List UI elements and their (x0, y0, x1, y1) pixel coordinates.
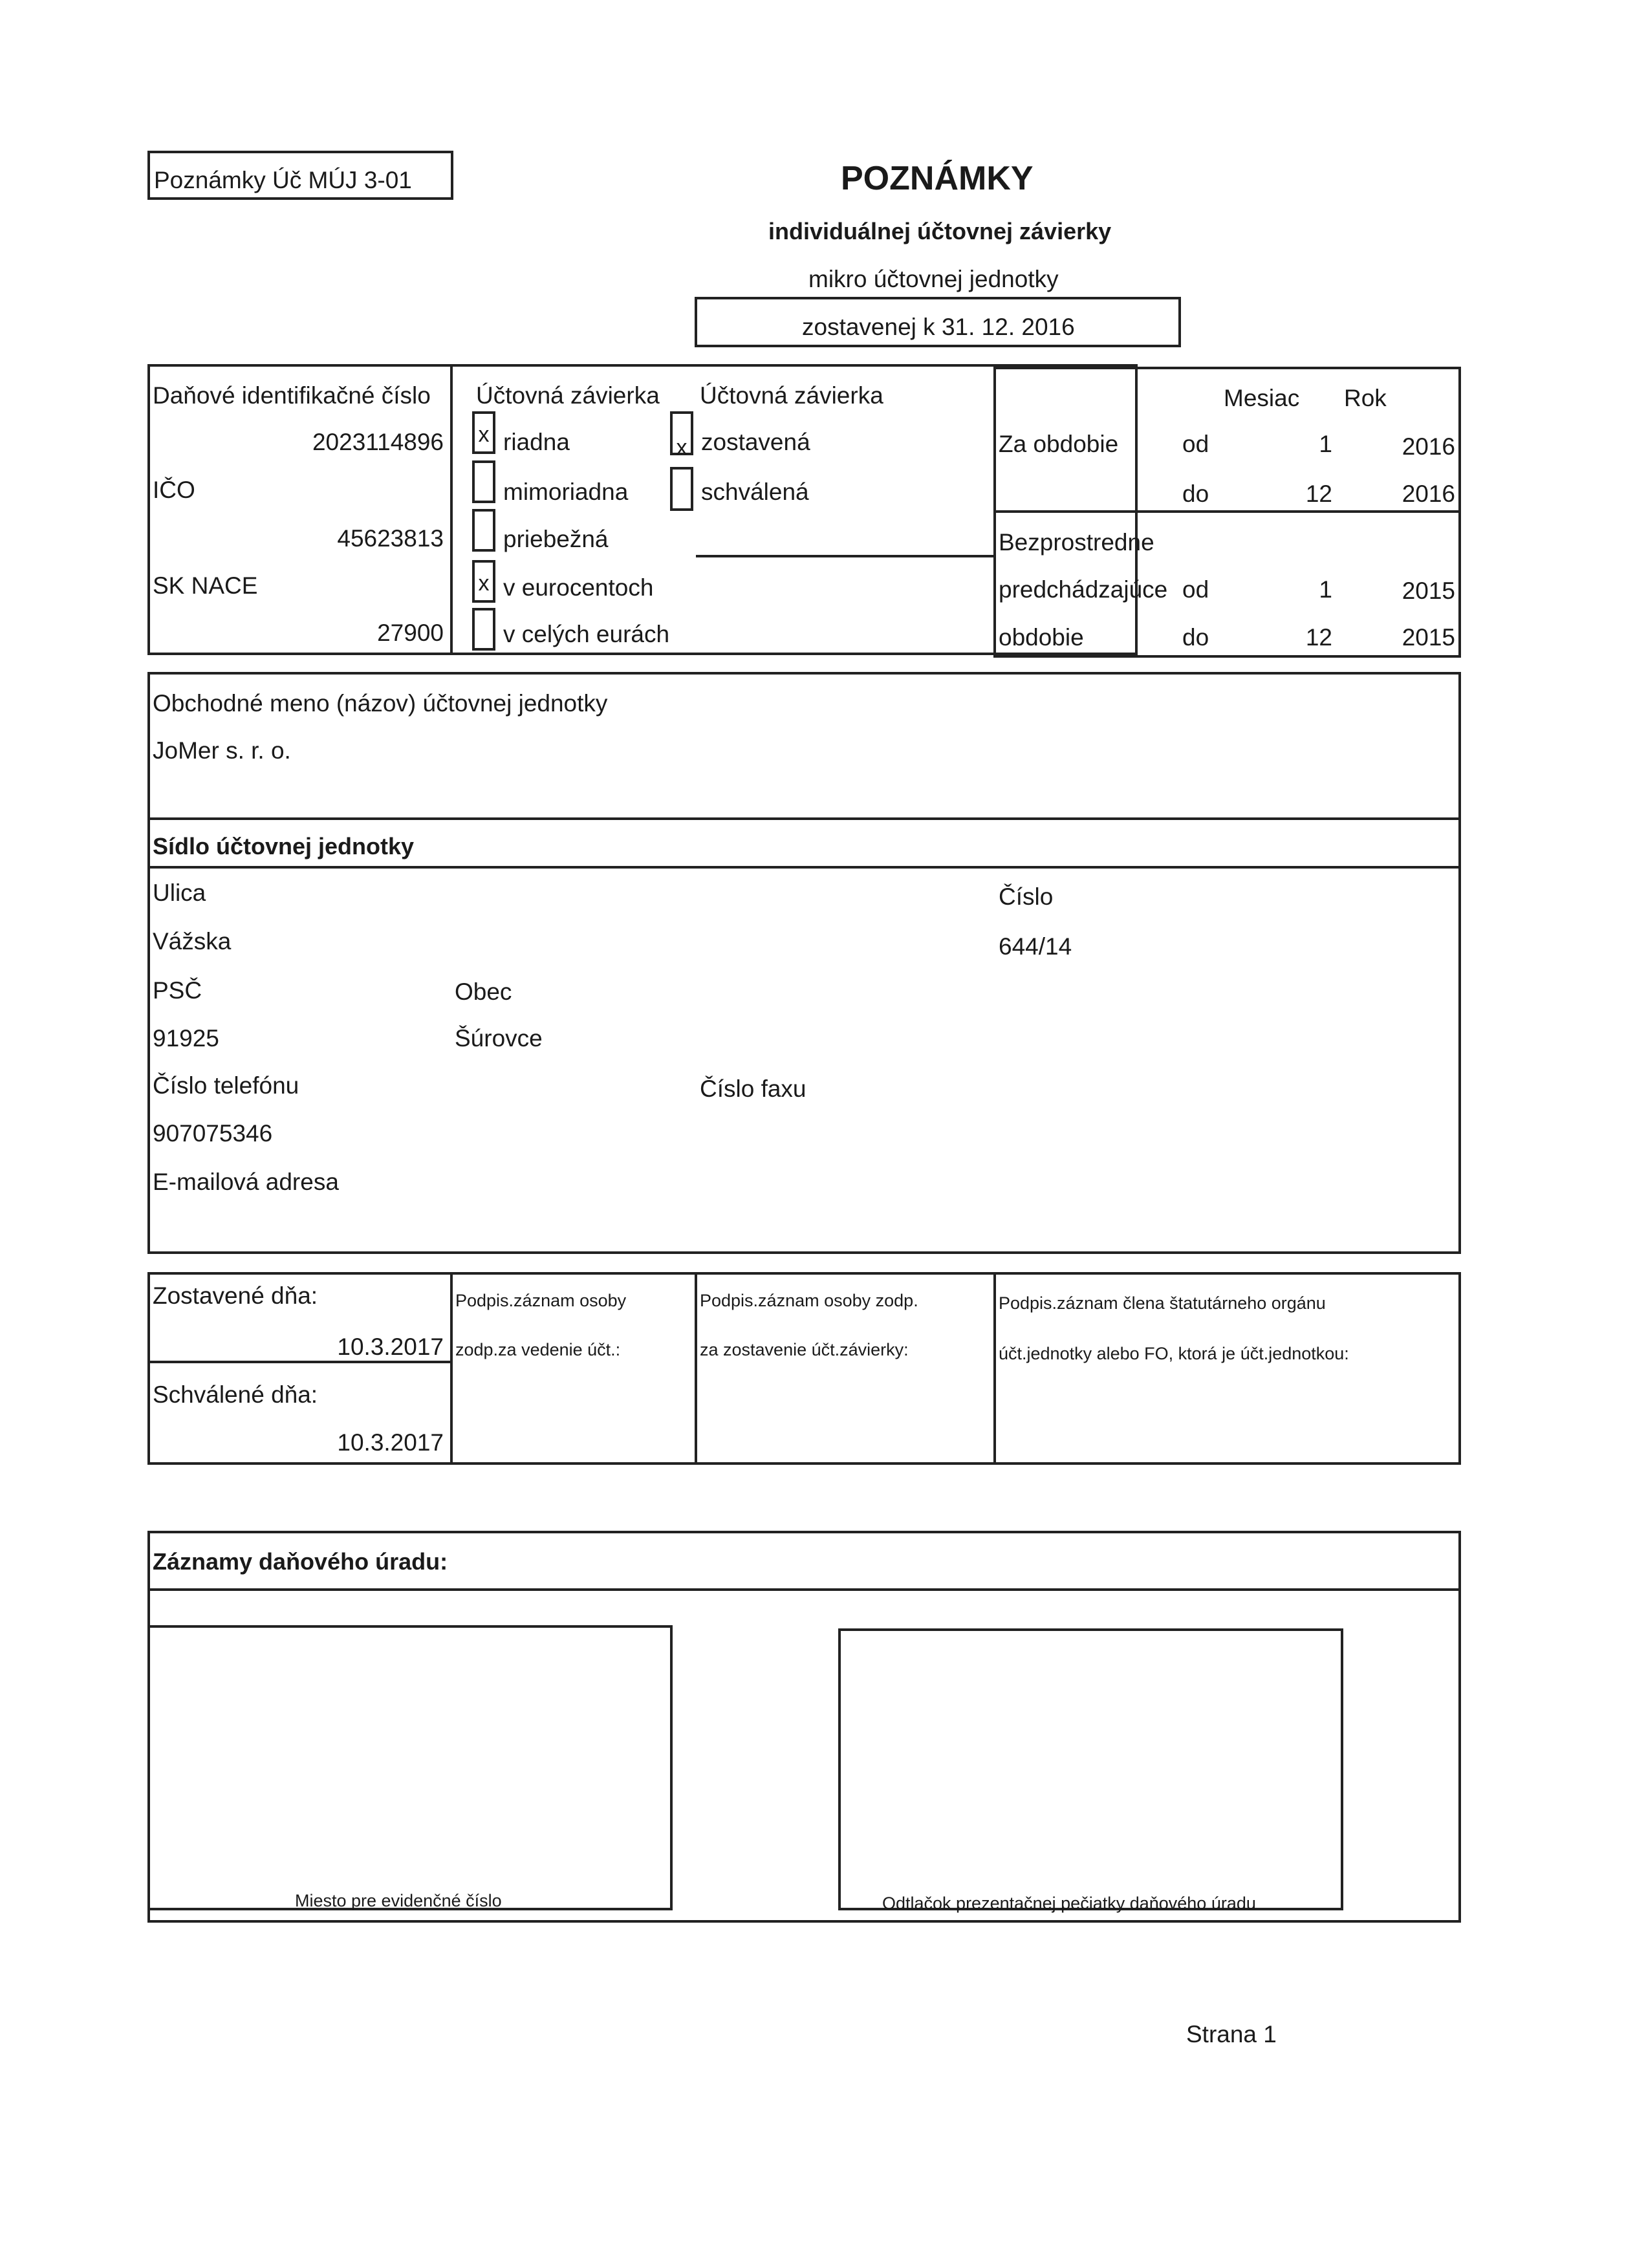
dic-label: Daňové identifikačné číslo (153, 382, 431, 409)
option-zostavena-label: zostavená (701, 429, 810, 455)
checkbox-zostavena[interactable]: x (670, 411, 693, 455)
month-header: Mesiac (1224, 385, 1300, 411)
signature-accounting-label-1: Podpis.záznam osoby (455, 1291, 627, 1310)
current-period-label: Za obdobie (999, 431, 1119, 457)
street-label: Ulica (153, 880, 206, 906)
divider (696, 555, 996, 557)
stamp-caption: Odtlačok prezentačnej pečiatky daňového úradu (882, 1894, 1256, 1913)
previous-from-label: od (1182, 576, 1209, 603)
signature-statutory-label-2: účt.jednotky alebo FO, ktorá je účt.jednotkou: (999, 1344, 1349, 1363)
option-eurocents-label: v eurocentoch (503, 574, 654, 601)
phone-value: 907075346 (153, 1120, 273, 1147)
divider (993, 1275, 996, 1462)
evidence-number-box (147, 1625, 673, 1910)
checkbox-mimoriadna[interactable] (472, 460, 495, 503)
option-priebezna-label: priebežná (503, 526, 609, 552)
previous-to-label: do (1182, 624, 1209, 651)
form-code: Poznámky Úč MÚJ 3-01 (154, 167, 412, 193)
stamp-box (838, 1628, 1343, 1913)
compiled-date: zostavenej k 31. 12. 2016 (802, 314, 1075, 340)
approved-on-label: Schválené dňa: (153, 1381, 318, 1408)
previous-to-year: 2015 (1402, 624, 1455, 651)
option-whole-euros-label: v celých eurách (503, 621, 670, 647)
checkbox-eurocents[interactable]: x (472, 560, 495, 603)
previous-from-month: 1 (1319, 576, 1332, 603)
fax-label: Číslo faxu (700, 1075, 807, 1102)
previous-period-label-1: Bezprostredne (999, 529, 1154, 556)
page-subtitle: individuálnej účtovnej závierky (768, 218, 1112, 244)
city-label: Obec (455, 978, 512, 1005)
previous-period-label-3: obdobie (999, 624, 1084, 651)
divider (150, 1361, 450, 1363)
previous-to-month: 12 (1305, 624, 1332, 651)
divider (150, 1588, 1460, 1591)
company-name-label: Obchodné meno (názov) účtovnej jednotky (153, 690, 608, 717)
ico-label: IČO (153, 477, 195, 503)
divider (150, 817, 1460, 820)
divider (996, 510, 1460, 513)
number-label: Číslo (999, 883, 1054, 910)
year-header: Rok (1344, 385, 1387, 411)
city-value: Šúrovce (455, 1025, 543, 1052)
checkbox-priebezna[interactable] (472, 509, 495, 552)
tax-office-heading: Záznamy daňového úradu: (153, 1548, 448, 1575)
compiled-on-label: Zostavené dňa: (153, 1282, 318, 1309)
email-label: E-mailová adresa (153, 1169, 339, 1195)
checkbox-whole-euros[interactable] (472, 608, 495, 651)
company-section (147, 672, 1461, 1254)
current-from-year: 2016 (1402, 433, 1455, 460)
zip-label: PSČ (153, 977, 202, 1004)
divider (695, 1275, 697, 1462)
statement-status-heading: Účtovná závierka (700, 382, 883, 409)
checkbox-schvalena[interactable] (670, 467, 693, 511)
compiled-on-value: 10.3.2017 (337, 1334, 444, 1360)
current-to-year: 2016 (1402, 481, 1455, 507)
phone-label: Číslo telefónu (153, 1072, 299, 1099)
evidence-number-caption: Miesto pre evidenčné číslo (295, 1891, 502, 1910)
current-to-month: 12 (1305, 481, 1332, 507)
address-heading: Sídlo účtovnej jednotky (153, 833, 415, 859)
page-number: Strana 1 (1186, 2021, 1277, 2047)
divider (150, 866, 1460, 869)
zip-value: 91925 (153, 1025, 219, 1052)
option-mimoriadna-label: mimoriadna (503, 479, 629, 505)
dic-value: 2023114896 (312, 429, 444, 455)
company-name-value: JoMer s. r. o. (153, 737, 291, 764)
current-from-month: 1 (1319, 431, 1332, 457)
ico-value: 45623813 (337, 525, 444, 552)
approved-on-value: 10.3.2017 (337, 1429, 444, 1456)
signature-compiler-label-2: za zostavenie účt.závierky: (700, 1340, 909, 1359)
divider (450, 367, 453, 654)
previous-period-label-2: predchádzajúce (999, 576, 1168, 603)
page-title: POZNÁMKY (841, 160, 1034, 197)
signature-accounting-label-2: zodp.za vedenie účt.: (455, 1340, 621, 1359)
signature-compiler-label-1: Podpis.záznam osoby zodp. (700, 1291, 918, 1310)
nace-value: 27900 (377, 620, 444, 646)
current-to-label: do (1182, 481, 1209, 507)
signature-statutory-label-1: Podpis.záznam člena štatutárneho orgánu (999, 1293, 1326, 1313)
checkbox-riadna[interactable]: x (472, 411, 495, 454)
entity-type: mikro účtovnej jednotky (808, 266, 1059, 292)
previous-from-year: 2015 (1402, 578, 1455, 604)
option-schvalena-label: schválená (701, 479, 809, 505)
number-value: 644/14 (999, 933, 1072, 960)
statement-type-heading: Účtovná závierka (476, 382, 660, 409)
option-riadna-label: riadna (503, 429, 570, 455)
nace-label: SK NACE (153, 572, 258, 599)
current-from-label: od (1182, 431, 1209, 457)
divider (450, 1275, 453, 1462)
street-value: Vážska (153, 928, 232, 955)
